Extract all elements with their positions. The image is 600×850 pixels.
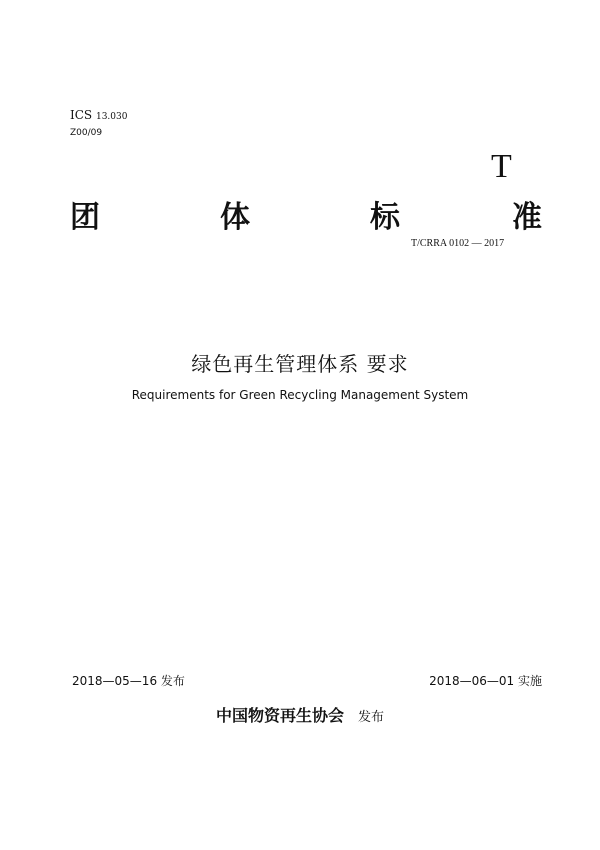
standard-type-char-1: 团 xyxy=(70,200,100,235)
title-chinese: 绿色再生管理体系 要求 xyxy=(191,352,409,376)
standard-type-char-2: 体 xyxy=(220,200,250,235)
classification-code: Z00/09 xyxy=(70,128,103,138)
ics-code xyxy=(70,108,127,122)
standard-number: T/CRRA 0102 — 2017 xyxy=(411,238,505,249)
issue-date: 2018—05—16 发布 xyxy=(72,674,185,688)
standard-type-char-4: 准 xyxy=(512,200,542,235)
publisher-name: 中国物资再生协会 xyxy=(215,706,344,725)
ics-number: 13.030 xyxy=(95,112,128,122)
standard-type-char-3: 标 xyxy=(370,200,400,235)
standard-mark: T xyxy=(491,148,512,185)
ics-label: ICS xyxy=(70,108,93,122)
implementation-date: 2018—06—01 实施 xyxy=(429,674,542,688)
title-english: Requirements for Green Recycling Management System xyxy=(131,388,469,402)
publisher-suffix: 发布 xyxy=(358,710,385,725)
publisher xyxy=(0,703,600,726)
